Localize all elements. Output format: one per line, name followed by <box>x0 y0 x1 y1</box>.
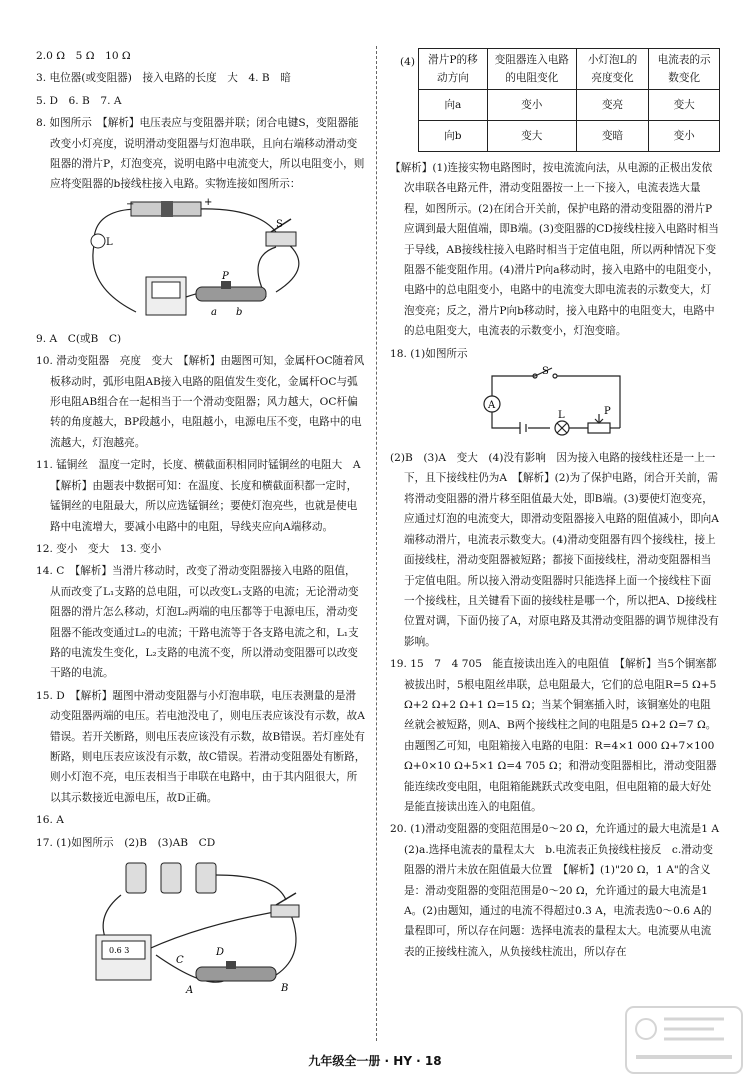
right-column <box>390 46 730 964</box>
fig17-label-b: B <box>281 983 289 994</box>
q17-4-label: (4) <box>400 56 416 68</box>
fig8-label-minus: − <box>126 198 135 210</box>
answer-19: 19. 15 7 4 705 能直接读出连入的电阻值 【解析】当5个铜塞都被拔出时，5根电阻丝串联，总电阻最大，它们的总电阻R=5 Ω+5 Ω+2 Ω+2 Ω+1 Ω=15 Ω；当某个铜塞插入时，该铜塞处的电阻丝就会被短路，则A、B两个接线柱之间的电阻是5 Ω+2 Ω=7 Ω。由题图乙可知，电阻箱接入电路的电阻：R=4×1 000 Ω+7×100 Ω+0×10 Ω+5×1 Ω=4 705 Ω；和滑动变阻器相比，滑动变阻器能连续改变电阻，电阻箱能跳跃式改变电阻，但电阻箱的最大好处是能直接读出连入的电阻值。 <box>390 658 717 813</box>
fig8-label-b: b <box>236 306 243 318</box>
table-cell: 变小 <box>487 90 576 121</box>
answer-18-rest: (2)B (3)A 变大 (4)没有影响 因为接入电路的接线柱还是一上一下，且下接线柱仍为A 【解析】(2)为了保护电路，闭合开关前，需将滑动变阻器的滑片移至阻值最大处，即B端。(3)要使灯泡变亮，应通过灯泡的电流变大，即滑动变阻器接入电路的阻值减小，即向A端移动滑片，电流表示数变大。(4)滑动变阻器有四个接线柱，接上面接线柱，滑动变阻器被短路；都接下面接线柱，滑动变阻器相当于定值电阻。所以接入滑动变阻器时只能选择上面一个接线柱下面一个接线柱，且关键看下面的接线柱是哪一个，所以把A、D接线柱位置对调，下面仍接了A，对原电路及其滑动变阻器的调节规律没有影响。 <box>390 452 719 648</box>
answer-20: 20. (1)滑动变阻器的变阻范围是0～20 Ω，允许通过的最大电流是1 A (2)a.选择电流表的量程太大 b.电流表正负接线柱接反 c.滑动变阻器的滑片未放在阻值最大位置 【解析】(1)"20 Ω，1 A"的含义是：滑动变阻器的变阻范围是0～20 Ω，允许通过的最大电流是1 A。(2)由题知，通过的电流不得超过0.3 A，电流表选0～0.6 A的量程即可，所以存在问题：选择电流表的量程太大。电流要从电流表的正接线柱流入，从负接线柱流出，所以存在 <box>390 823 730 958</box>
table-cell: 变大 <box>487 121 576 152</box>
answer-18: 18. (1)如图所示 <box>390 347 468 360</box>
answer-16: 16. A <box>36 814 64 827</box>
table-cell: 向a <box>419 90 488 121</box>
fig17-label-c: C <box>176 955 184 966</box>
answer-table <box>418 48 720 152</box>
table-cell: 变暗 <box>576 121 649 152</box>
table-row <box>419 121 720 152</box>
fig8-label-s: S <box>276 218 283 230</box>
answer-15: 15. D 【解析】题图中滑动变阻器与小灯泡串联，电压表测量的是滑动变阻器两端的电压。若电池没电了，则电压表应该没有示数，故A错误。若开关断路，则电压表应该没有示数，故B错误。若灯座处有断路，则电压表应该没有示数，故C错误。若滑动变阻器处有断路，则小灯泡不亮，电压表相当于串联在电路中，由于其内阻很大，所以其示数接近电源电压，故D正确。 <box>36 689 366 804</box>
fig18-label-a: A <box>488 400 496 412</box>
fig17-meter-label: 0.6 3 <box>109 946 130 955</box>
fig8-label-p: P <box>222 270 229 282</box>
answer-1: 2.0 Ω 5 Ω 10 Ω <box>36 50 131 62</box>
fig17-label-d: D <box>216 947 225 958</box>
fig18-label-l: L <box>558 410 565 422</box>
table-cell: 变小 <box>649 121 720 152</box>
answer-3-4: 3. 电位器(或变阻器) 接入电路的长度 大 4. B 暗 <box>36 72 291 85</box>
answer-10: 10. 滑动变阻器 亮度 变大 【解析】由题图可知，金属杆OC随着风板移动时，弧形电阻AB接入电路的阻值发生变化，金属杆OC与弧形电阻AB组合在一起相当于一个滑动变阻器；风力越大，OC杆偏转的角度越大，BP段越小，电阻越小，电源电压不变，电路中的电流越大，灯泡越亮。 <box>36 355 365 449</box>
left-column <box>36 46 372 997</box>
column-divider <box>376 46 377 1041</box>
table-cell: 变亮 <box>576 90 649 121</box>
answer-5-7: 5. D 6. B 7. A <box>36 94 122 107</box>
answer-17: 17. (1)如图所示 (2)B (3)AB CD <box>36 836 216 849</box>
fig18-label-s: S <box>542 366 549 378</box>
watermark-logo <box>624 1005 744 1075</box>
answer-12-13: 12. 变小 变大 13. 变小 <box>36 542 162 555</box>
table-header: 小灯泡L的亮度变化 <box>576 49 649 90</box>
fig8-label-plus: + <box>204 196 213 208</box>
fig8-label-l: L <box>106 236 113 248</box>
figure-q18-circuit <box>480 366 630 446</box>
fig17-label-a: A <box>186 985 194 995</box>
table-header: 变阻器连入电路的电阻变化 <box>487 49 576 90</box>
table-cell: 变大 <box>649 90 720 121</box>
battery-group <box>126 863 216 893</box>
fig18-label-p: P <box>604 406 611 418</box>
answer-14: 14. C 【解析】当滑片移动时，改变了滑动变阻器接入电路的阻值，从而改变了L₁支路的总电阻，可以改变L₁支路的电流；无论滑动变阻器的滑片怎么移动，灯泡L₂两端的电压都等于电源电压，滑动变阻器不能改变通过L₂的电流；干路电流等于各支路电流之和，L₁支路的电流发生变化，L₂支路的电流不变，所以滑动变阻器可以改变干路的电流。 <box>36 565 359 680</box>
answer-11: 11. 锰铜丝 温度一定时，长度、横截面积相同时锰铜丝的电阻大 A 【解析】由题表中数据可知：在温度、长度和横截面积都一定时，锰铜丝的电阻最大，所以应选锰铜丝；要使灯泡亮些，也就是使电路中电流增大，要减小电路中的电阻，导线夹应向A端移动。 <box>36 459 372 533</box>
table-header-row <box>419 49 720 90</box>
table-row <box>419 90 720 121</box>
figure-q8-circuit <box>76 197 326 327</box>
fig8-label-a: a <box>211 306 217 318</box>
answer-9: 9. A C(或B C) <box>36 332 122 345</box>
table-cell: 向b <box>419 121 488 152</box>
table-header: 滑片P的移动方向 <box>419 49 488 90</box>
answer-17-analysis: 【解析】(1)连接实物电路图时，按电流流向法，从电源的正极出发依次串联各电路元件，滑动变阻器按一上一下接入，电流表选大量程，如图所示。(2)在闭合开关前，保护电路的滑动变阻器的滑片P应调到最大阻值端，即B端。(3)变阻器的CD接线柱接入电路时相当于导线，AB接线柱接入电路时相当于定值电阻，所以两种情况下变阻器不能变阻作用。(4)滑片P向a移动时，接入电路中的电阻变小，电路中的总电阻变小，电路中的电流变大即电流表的示数变大，灯泡变亮；反之，滑片P向b移动时，接入电路中的电阻变大，电路中的总电阻变大，电流表的示数变小，灯泡变暗。 <box>390 162 719 338</box>
page-footer: 九年级全一册 · HY · 18 <box>308 1054 442 1068</box>
table-header: 电流表的示数变化 <box>649 49 720 90</box>
answer-8: 8. 如图所示 【解析】电压表应与变阻器并联；闭合电键S，变阻器能改变小灯亮度，说明滑动变阻器与灯泡串联，且向右端移动滑动变阻器的滑片P，灯泡变亮，说明电路中电流变大，所以电阻变小，则应将变阻器的b接线柱接入电路。实物连接如图所示： <box>36 117 365 191</box>
figure-q17-circuit <box>76 855 326 995</box>
